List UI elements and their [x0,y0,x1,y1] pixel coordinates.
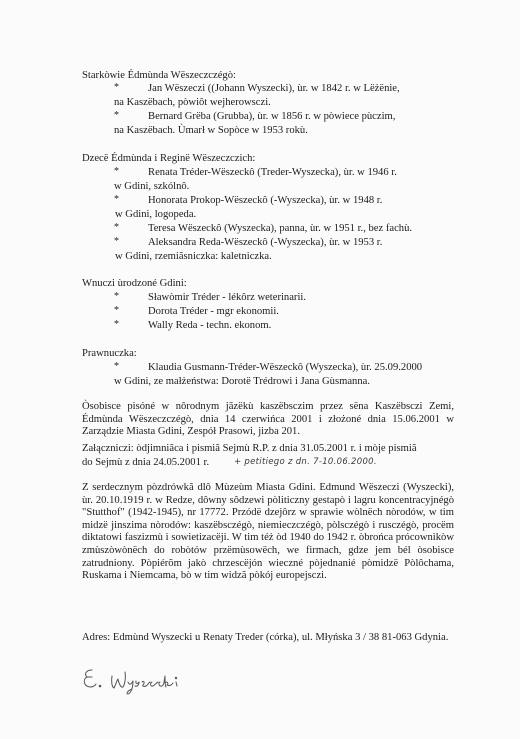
greatgrandchild-heading: Prawnuczka: [82,348,137,359]
bullet-icon: * [114,361,119,372]
main-paragraph: Z serdecznym pòzdrówkã dlô Mùzeùm Miasta Gdini. Edmund Wëszeczi (Wyszecki), ùr. 20.10.1919 r. w Redze, dôwny sôdzewi pòliticzny gestapò i lagru koncentracyjnégò "Stutthof" (1942-1945), nr 17772. Przódë dzejôrz w sprawie wòlnëch nòrodów, w tim midzë jinszima nòrodów: kaszëbsczégò, niemieczczégò, pòlsczégò i rusczégò, procëm diktatowi faszizmù i sowietizacëji. W tim téż òd 1940 do 1942 r. òbrońca prócownikòw zmùszòwònëch do robòtów przëmùsowëch, we firmach, gdze jem bél òsobisce zatrudniony. Pòpiérõm jakò chrzescëjón wieczné pòjednanié pòmidzë Pòlôchama, Ruskama i Niemcama, bò w tim widzã pòkój europejsczi. [82,482,454,582]
bullet-icon: * [114,82,119,93]
child-4-line1: Aleksandra Reda-Wëszeckô (-Wyszecka), ùr. w 1953 r. [148,237,383,248]
child-1-line2: w Gdini, szkólnô. [114,181,190,192]
parents-heading: Starkòwie Édmùnda Wëszeczczégò: [82,70,236,81]
child-3-line1: Teresa Wëszeckô (Wyszecka), panna, ùr. w 1951 r., bez fachù. [148,223,413,234]
children-heading: Dzecë Édmùnda i Reginë Wëszeczczich: [82,153,256,164]
bullet-icon: * [114,305,119,316]
parent-1-line1: Jan Wëszeczi ((Johann Wyszecki), ùr. w 1842 r. w Lëżënie, [148,83,400,94]
child-2-line1: Honorata Prokop-Wëszeckô (-Wyszecka), ùr. w 1948 r. [148,195,383,206]
bullet-icon: * [114,222,119,233]
signature-image [78,662,208,698]
child-1-line1: Renata Tréder-Wëszeckô (Treder-Wyszecka), ùr. w 1946 r. [148,167,397,178]
attachments-line1: Załączniczi: òdjimniãca i pismiã Sejmù R.P. z dnia 31.05.2001 r. i mòje pismiã [82,443,417,454]
grandchild-2: Dorota Tréder - mgr ekonomii. [148,306,279,317]
bullet-icon: * [114,236,119,247]
grandchild-1: Sławòmir Tréder - lékôrz weterinarii. [148,292,306,303]
address-line: Adres: Edmùnd Wyszecki u Renaty Treder (córka), ul. Młyńska 3 / 38 81-063 Gdynia. [82,632,449,643]
bio-note-paragraph: Òsobisce pisóné w nôrodnym jãzëkù kaszëbsczim przez sëna Kaszëbsczi Zemi, Édmùnda Wëszeczczégò, dnia 14 czerwińca 2001 i złożoné dnia 15.06.2001 w Zarządzie Miasta Gdini, Zespół Prasowi, jizba 201. [82,401,454,438]
child-4-line2: w Gdini, rzemiãsniczka: kaletniczka. [115,251,272,262]
grandchildren-heading: Wnuczi ùrodzoné Gdini: [82,278,187,289]
handwritten-note: + petitiego z dn. 7-10.06.2000. [234,457,377,467]
greatgrandchild-line2: w Gdini, ze małżeństwa: Dorotë Trédrowi i Jana Gùsmanna. [114,376,370,387]
bullet-icon: * [114,110,119,121]
parent-2-line2: na Kaszëbach. Ùmarł w Sopòce w 1953 rokù. [114,125,308,136]
grandchild-3: Wally Reda - techn. ekonom. [148,320,272,331]
attachments-line2: do Sejmù z dnia 24.05.2001 r. [82,457,210,468]
parent-2-line1: Bernard Grëba (Grubba), ùr. w 1856 r. w pòwiece pùczim, [148,111,396,122]
bullet-icon: * [114,166,119,177]
bullet-icon: * [114,319,119,330]
bullet-icon: * [114,291,119,302]
bullet-icon: * [114,194,119,205]
child-2-line2: w Gdini, logopeda. [115,209,197,220]
greatgrandchild-line1: Klaudia Gusmann-Tréder-Wëszeckô (Wyszecka), ùr. 25.09.2000 [148,362,423,373]
parent-1-line2: na Kaszëbach, pòwiôt wejherowsczi. [114,97,271,108]
